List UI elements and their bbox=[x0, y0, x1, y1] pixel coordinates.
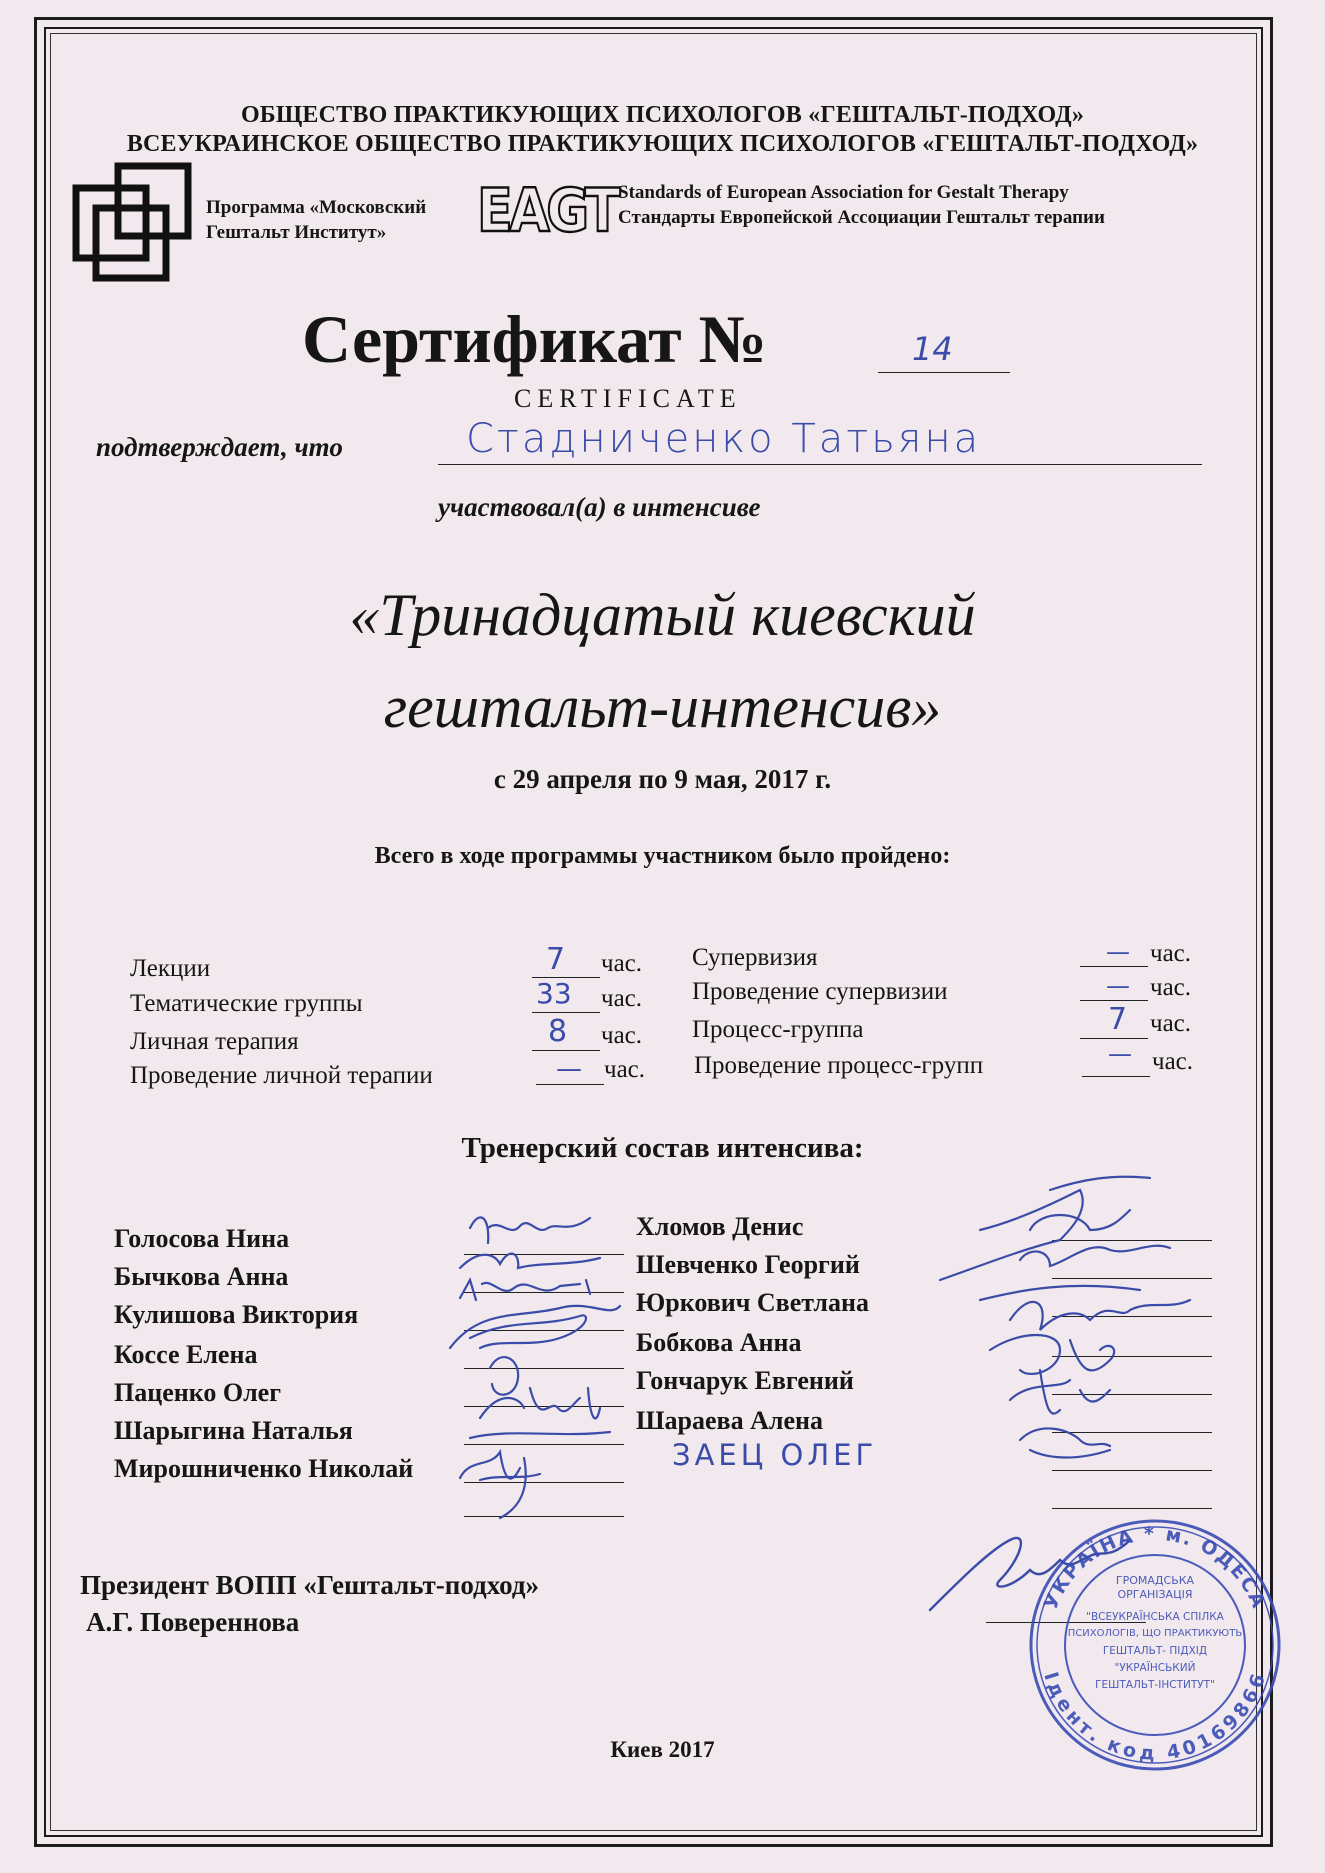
stamp-inner-line: "УКРАЇНСЬКИЙ bbox=[1114, 1662, 1196, 1674]
stamp-ring-bottom: Ідент. код 40169866 bbox=[1039, 1669, 1271, 1765]
trainer-name: Юркович Светлана bbox=[636, 1288, 869, 1317]
hours-unit: час. bbox=[1150, 974, 1192, 1001]
hours-unit: час. bbox=[604, 1056, 646, 1083]
hours-line bbox=[532, 1050, 600, 1051]
hours-label-thematic: Тематические группы bbox=[130, 990, 363, 1017]
hours-unit: час. bbox=[1150, 940, 1192, 967]
course-line-1: «Тринадцатый киевский bbox=[349, 582, 976, 648]
hours-line bbox=[536, 1084, 604, 1085]
stamp-inner-line: ГЕШТАЛЬТ- ПІДХІД bbox=[1102, 1645, 1208, 1657]
trainer-name: Гончарук Евгений bbox=[636, 1366, 854, 1395]
certificate-number: 14 bbox=[912, 330, 953, 368]
hours-unit: час. bbox=[1150, 1010, 1192, 1037]
program-line-1: Программа «Московский bbox=[206, 197, 427, 218]
handwritten-trainer: ЗАЕЦ ОЛЕГ bbox=[672, 1438, 878, 1472]
hours-line bbox=[1080, 1000, 1148, 1001]
trainer-name: Шевченко Георгий bbox=[636, 1250, 860, 1279]
trainer-signatures-right bbox=[920, 1170, 1250, 1490]
summary-title: Всего в ходе программы участником было пройдено: bbox=[374, 843, 951, 869]
hours-value-personal: 8 bbox=[548, 1014, 568, 1049]
hours-unit: час. bbox=[1152, 1048, 1194, 1075]
recipient-name: Стадниченко Татьяна bbox=[466, 416, 982, 462]
hours-label-lectures: Лекции bbox=[130, 955, 211, 982]
trainer-name: Голосова Нина bbox=[114, 1224, 290, 1253]
hours-value-process-group: 7 bbox=[1108, 1002, 1128, 1037]
hours-label-personal: Личная терапия bbox=[130, 1028, 299, 1055]
trainer-signatures-left bbox=[440, 1188, 770, 1528]
program-line-2: Гештальт Институт» bbox=[206, 222, 387, 243]
hours-line bbox=[1082, 1076, 1150, 1077]
standards-en: Standards of European Association for Gestalt Therapy bbox=[618, 182, 1069, 203]
trainer-name: Мирошниченко Николай bbox=[114, 1454, 414, 1483]
header-line-1: ОБЩЕСТВО ПРАКТИКУЮЩИХ ПСИХОЛОГОВ «ГЕШТАЛЬТ-ПОДХОД» bbox=[240, 102, 1085, 128]
hours-unit: час. bbox=[601, 985, 643, 1012]
stamp-inner-line: ОРГАНІЗАЦІЯ bbox=[1117, 1588, 1193, 1601]
standards-ru: Стандарты Европейской Ассоциации Гештальт терапии bbox=[618, 207, 1105, 228]
recipient-label: подтверждает, что bbox=[96, 432, 343, 462]
trainer-name: Шараева Алена bbox=[636, 1406, 823, 1435]
recipient-line bbox=[438, 464, 1202, 465]
hours-label-supervision: Супервизия bbox=[692, 944, 818, 971]
header-line-2: ВСЕУКРАИНСКОЕ ОБЩЕСТВО ПРАКТИКУЮЩИХ ПСИХОЛОГОВ «ГЕШТАЛЬТ-ПОДХОД» bbox=[126, 131, 1199, 157]
hours-line bbox=[1080, 966, 1148, 967]
hours-unit: час. bbox=[601, 950, 643, 977]
stamp-inner-line: ПСИХОЛОГІВ, ЩО ПРАКТИКУЮТЬ bbox=[1067, 1628, 1243, 1639]
hours-value-conduct-process: — bbox=[1108, 1040, 1132, 1068]
trainers-title: Тренерский состав интенсива: bbox=[461, 1132, 864, 1164]
certificate-subtitle: CERTIFICATE bbox=[514, 384, 742, 413]
hours-label-conduct-supervision: Проведение супервизии bbox=[692, 978, 948, 1005]
trainer-name: Бычкова Анна bbox=[114, 1262, 289, 1291]
hours-label-process-group: Процесс-группа bbox=[692, 1016, 864, 1043]
signature-line bbox=[1052, 1508, 1212, 1509]
president-title: Президент ВОПП «Гештальт-подход» bbox=[80, 1570, 540, 1600]
hours-value-lectures: 7 bbox=[546, 942, 566, 977]
hours-value-conduct-personal: — bbox=[556, 1054, 582, 1084]
eagt-logo-icon bbox=[473, 175, 621, 246]
hours-label-conduct-personal: Проведение личной терапии bbox=[130, 1062, 433, 1089]
trainer-name: Коссе Елена bbox=[114, 1340, 258, 1369]
trainer-name: Шарыгина Наталья bbox=[114, 1416, 353, 1445]
president-name: А.Г. Поверенновa bbox=[86, 1607, 300, 1637]
certificate-number-line bbox=[878, 372, 1010, 373]
trainer-name: Бобкова Анна bbox=[636, 1328, 802, 1357]
hours-label-conduct-process: Проведение процесс-групп bbox=[694, 1052, 984, 1079]
hours-line bbox=[532, 1012, 600, 1013]
stamp-inner-line: "ВСЕУКРАЇНСЬКА СПІЛКА bbox=[1086, 1611, 1224, 1623]
institute-logo-icon bbox=[72, 160, 192, 285]
trainer-name: Хломов Денис bbox=[636, 1212, 804, 1241]
eagt-logo-text: EAGT bbox=[477, 176, 621, 246]
hours-line bbox=[1080, 1038, 1148, 1039]
hours-value-supervision: — bbox=[1106, 938, 1130, 966]
course-dates: с 29 апреля по 9 мая, 2017 г. bbox=[493, 764, 832, 794]
footer-city-year: Киев 2017 bbox=[610, 1737, 715, 1762]
hours-unit: час. bbox=[601, 1022, 643, 1049]
hours-value-conduct-supervision: — bbox=[1106, 972, 1130, 1000]
stamp-inner-line: ГРОМАДСЬКА bbox=[1115, 1574, 1195, 1587]
stamp-inner-line: ГЕШТАЛЬТ-ІНСТИТУТ" bbox=[1095, 1679, 1215, 1691]
certificate-title: Сертификат № bbox=[302, 301, 767, 377]
participation-text: участвовал(а) в интенсиве bbox=[438, 492, 761, 522]
hours-value-thematic: 33 bbox=[536, 977, 572, 1010]
trainer-name: Паценко Олег bbox=[114, 1378, 282, 1407]
stamp-ring-top: УКРАЇНА * м. ОДЕСА bbox=[1039, 1522, 1271, 1613]
course-line-2: гештальт-интенсив» bbox=[383, 674, 942, 740]
trainer-name: Кулишова Виктория bbox=[114, 1300, 359, 1329]
